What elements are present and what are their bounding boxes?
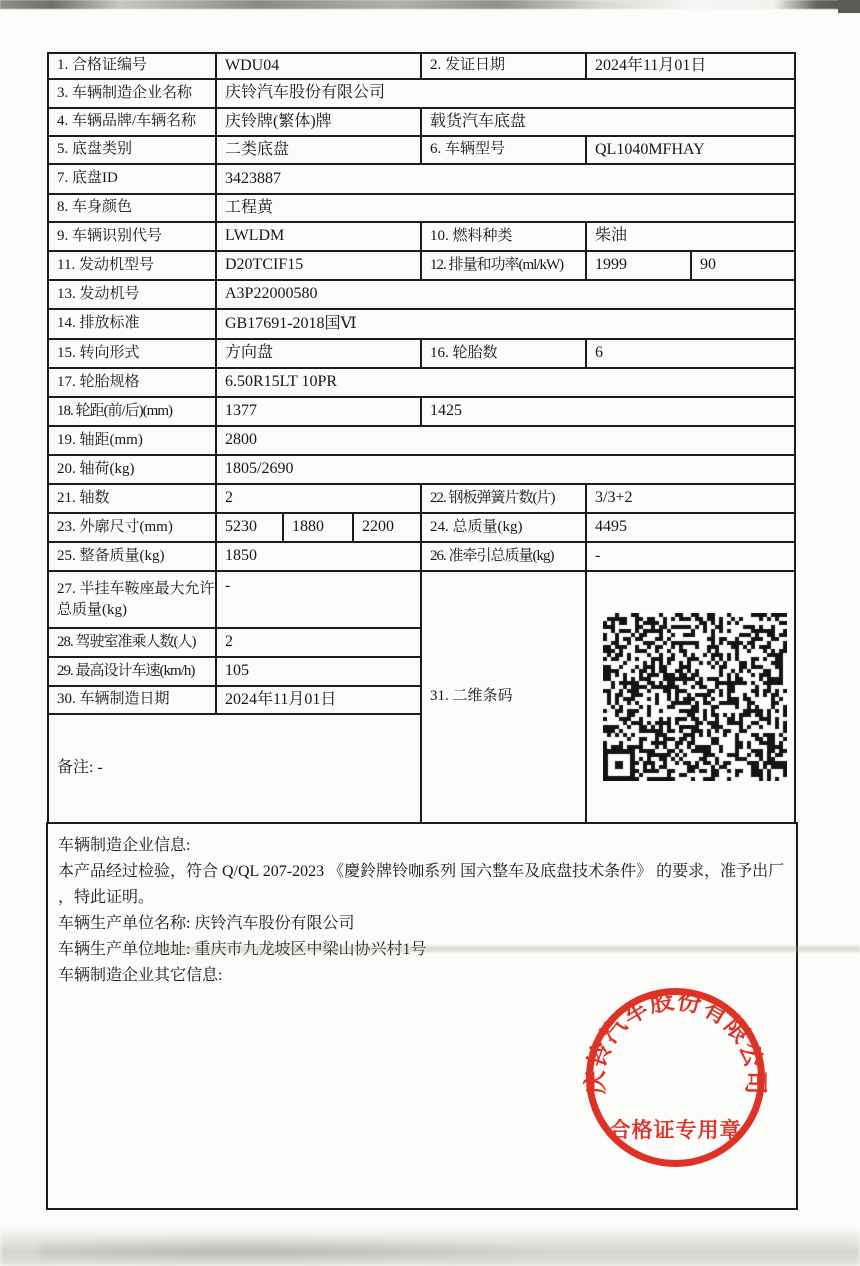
field-2-value: 2024年11月01日 [586,53,795,79]
field-12-value1: 1999 [586,251,691,280]
field-18-value1: 1377 [216,397,421,426]
field-3-label: 3. 车辆制造企业名称 [48,79,216,108]
field-4-value: 庆铃牌(繁体)牌 [216,108,421,136]
field-23-value2: 1880 [283,513,353,542]
field-27-value: - [216,571,421,628]
field-5-value: 二类底盘 [216,136,421,164]
qr-code [603,613,787,781]
field-24-value: 4495 [586,513,795,542]
field-7-label: 7. 底盘ID [48,164,216,194]
field-20-value: 1805/2690 [216,455,795,484]
field-18-value2: 1425 [421,397,795,426]
field-19-label: 19. 轴距(mm) [48,426,216,455]
field-30-value: 2024年11月01日 [216,686,421,714]
field-10-value: 柴油 [586,222,795,251]
info-line-cert2: ，特此证明。 [58,889,155,906]
field-8-label: 8. 车身颜色 [48,194,216,222]
field-21-value: 2 [216,484,421,513]
scan-streak-artifact [150,946,860,952]
field-28-label: 28. 驾驶室准乘人数(人) [48,628,216,657]
field-9-value: LWLDM [216,222,421,251]
scan-edge-artifact-top [0,0,860,9]
field-2-label: 2. 发证日期 [421,53,586,79]
field-12-label: 12. 排量和功率(ml/kW) [421,251,586,280]
field-17-value: 6.50R15LT 10PR [216,368,795,397]
remark-value: - [97,759,103,777]
field-6-label: 6. 车辆型号 [421,136,586,164]
field-4-value2: 载货汽车底盘 [421,108,795,136]
field-20-label: 20. 轴荷(kg) [48,455,216,484]
field-15-label: 15. 转向形式 [48,339,216,368]
field-25-label: 25. 整备质量(kg) [48,542,216,571]
scan-shadow-artifact-bottom2 [40,1238,540,1260]
field-16-label: 16. 轮胎数 [421,339,586,368]
info-line-title: 车辆制造企业信息: [58,837,191,854]
field-22-label: 22. 钢板弹簧片数(片) [421,484,586,513]
company-stamp [583,985,768,1170]
field-7-value: 3423887 [216,164,795,194]
field-30-label: 30. 车辆制造日期 [48,686,216,714]
field-13-value: A3P22000580 [216,280,795,309]
field-22-value: 3/3+2 [586,484,795,513]
field-29-label: 29. 最高设计车速(km/h) [48,657,216,686]
field-11-label: 11. 发动机型号 [48,251,216,280]
field-24-label: 24. 总质量(kg) [421,513,586,542]
field-21-label: 21. 轴数 [48,484,216,513]
field-26-label: 26. 准牵引总质量(kg) [421,542,586,571]
field-26-value: - [586,542,795,571]
info-line-name: 车辆生产单位名称: 庆铃汽车股份有限公司 [58,915,355,932]
field-10-label: 10. 燃料种类 [421,222,586,251]
field-29-value: 105 [216,657,421,686]
remark-label: 备注: [57,759,94,777]
info-line-address: 车辆生产单位地址: 重庆市九龙坡区中梁山协兴村1号 [58,941,427,958]
field-23-label: 23. 外廓尺寸(mm) [48,513,216,542]
stamp-arc-text: 庆铃汽车股份有限公司 [583,988,768,1095]
field-31-label: 31. 二维条码 [421,571,586,823]
qr-code-cell [586,571,795,823]
info-line-other: 车辆制造企业其它信息: [58,967,223,984]
field-25-value: 1850 [216,542,421,571]
field-9-label: 9. 车辆识别代号 [48,222,216,251]
field-1-value: WDU04 [216,53,421,79]
field-3-value: 庆铃汽车股份有限公司 [216,79,795,108]
field-14-label: 14. 排放标准 [48,309,216,339]
field-6-value: QL1040MFHAY [586,136,795,164]
field-4-label: 4. 车辆品牌/车辆名称 [48,108,216,136]
field-18-label: 18. 轮距(前/后)(mm) [48,397,216,426]
field-28-value: 2 [216,628,421,657]
info-line-cert: 本产品经过检验，符合 Q/QL 207-2023 《慶鈴牌铃咖系列 国六整车及底盘技术条件》 的要求，准予出厂 [58,863,785,880]
field-23-value1: 5230 [216,513,283,542]
scan-edge-artifact-corner [838,0,860,13]
field-11-value: D20TCIF15 [216,251,421,280]
stamp-bottom-text: 合格证专用章 [609,1118,742,1142]
field-12-value2: 90 [691,251,795,280]
field-17-label: 17. 轮胎规格 [48,368,216,397]
field-8-value: 工程黄 [216,194,795,222]
remark-cell [48,714,421,823]
field-27-label: 27. 半挂车鞍座最大允许总质量(kg) [48,571,216,628]
field-14-value: GB17691-2018国Ⅵ [216,309,795,339]
field-23-value3: 2200 [353,513,421,542]
certificate-table [47,52,796,824]
field-16-value: 6 [586,339,795,368]
field-1-label: 1. 合格证编号 [48,53,216,79]
field-19-value: 2800 [216,426,795,455]
field-13-label: 13. 发动机号 [48,280,216,309]
field-5-label: 5. 底盘类别 [48,136,216,164]
field-15-value: 方向盘 [216,339,421,368]
